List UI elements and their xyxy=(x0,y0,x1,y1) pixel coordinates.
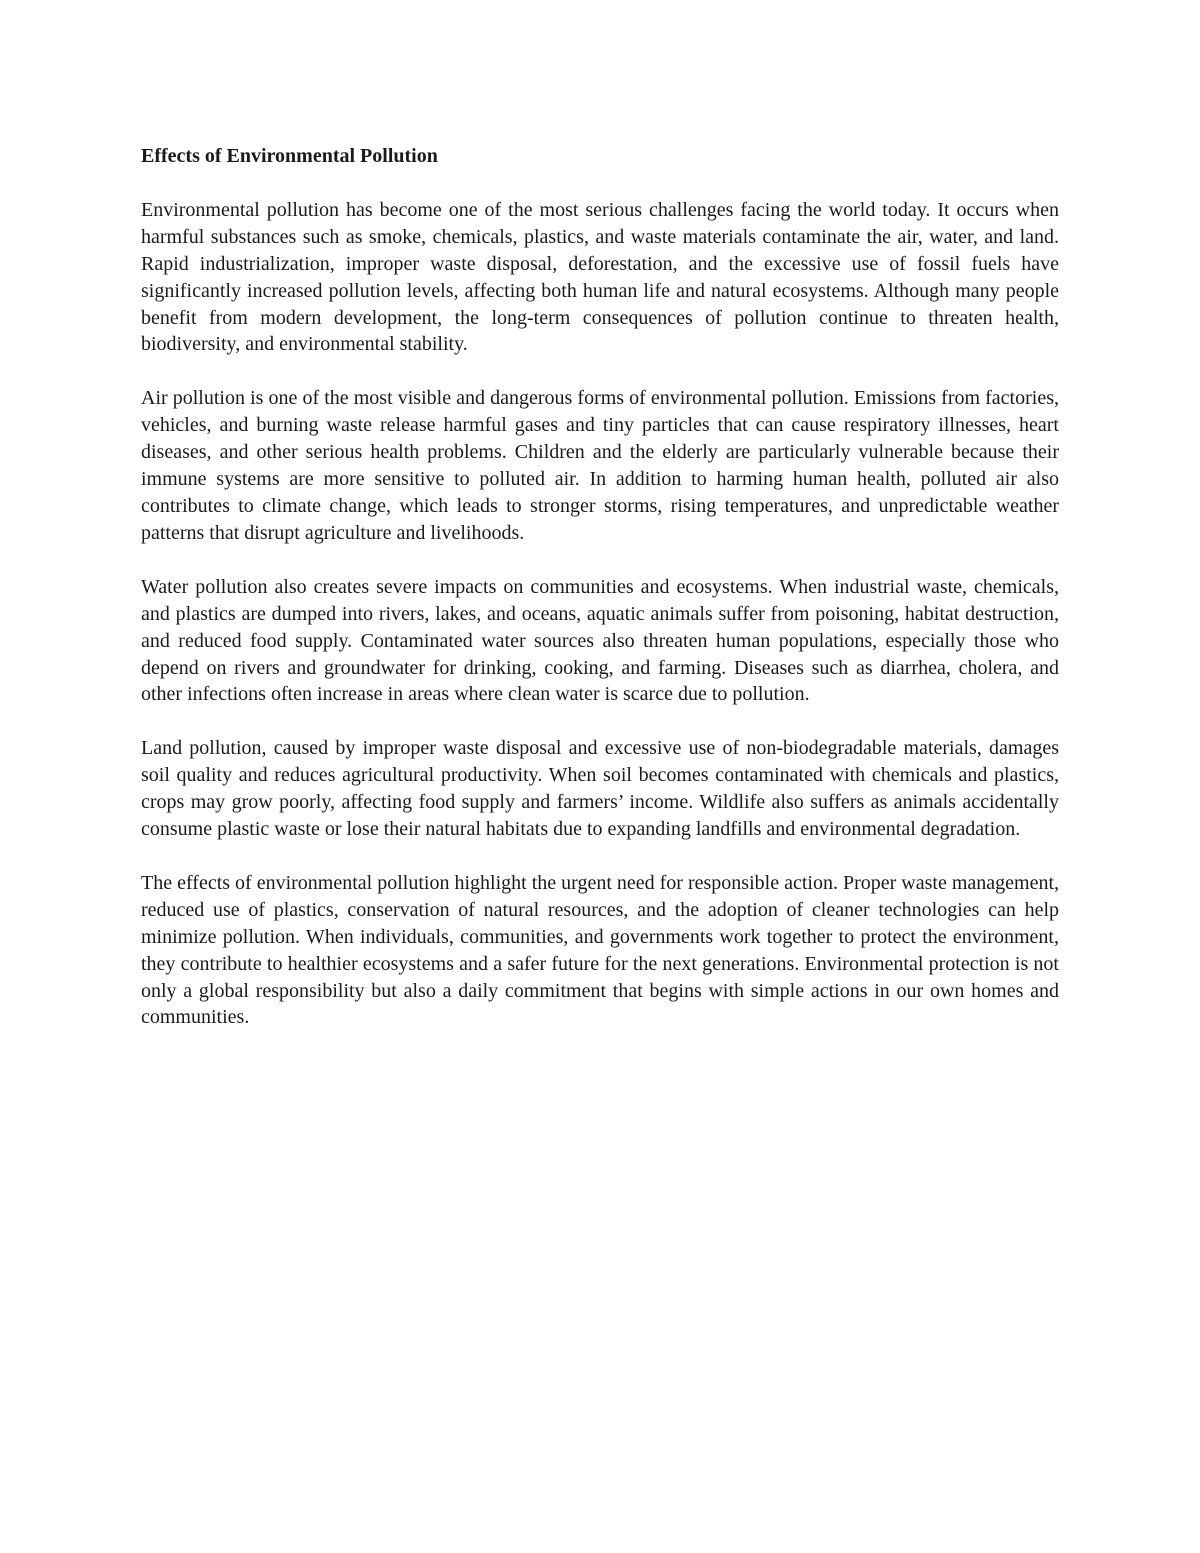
paragraph-conclusion: The effects of environmental pollution highlight the urgent need for responsible action. Proper waste management, reduced use of plastics, conservation of natural resources, and the adoption of cleaner technologies can help minimize pollution. When individuals, communities, and governments work together to protect the environment, they contribute to healthier ecosystems and a safer future for the next generations. Environmental protection is not only a global responsibility but also a daily commitment that begins with simple actions in our own homes and communities. xyxy=(141,871,1059,1029)
document-body xyxy=(141,143,1059,1058)
paragraph-intro: Environmental pollution has become one of the most serious challenges facing the world today. It occurs when harmful substances such as smoke, chemicals, plastics, and waste materials contaminate the air, water, and land. Rapid industrialization, improper waste disposal, deforestation, and the excessive use of fossil fuels have significantly increased pollution levels, affecting both human life and natural ecosystems. Although many people benefit from modern development, the long-term consequences of pollution continue to threaten health, biodiversity, and environmental stability. xyxy=(141,198,1059,356)
paragraph-land-pollution: Land pollution, caused by improper waste disposal and excessive use of non-biodegradable materials, damages soil quality and reduces agricultural productivity. When soil becomes contaminated with chemicals and plastics, crops may grow poorly, affecting food supply and farmers’ income. Wildlife also suffers as animals accidentally consume plastic waste or lose their natural habitats due to expanding landfills and environmental degradation. xyxy=(141,737,1059,841)
document-title: Effects of Environmental Pollution xyxy=(141,145,438,167)
paragraph-air-pollution: Air pollution is one of the most visible and dangerous forms of environmental pollution. Emissions from factories, vehicles, and burning waste release harmful gases and tiny particles that can cause respiratory illnesses, heart diseases, and other serious health problems. Children and the elderly are particularly vulnerable because their immune systems are more sensitive to polluted air. In addition to harming human health, polluted air also contributes to climate change, which leads to stronger storms, rising temperatures, and unpredictable weather patterns that disrupt agriculture and livelihoods. xyxy=(141,387,1059,544)
paragraph-water-pollution: Water pollution also creates severe impacts on communities and ecosystems. When industrial waste, chemicals, and plastics are dumped into rivers, lakes, and oceans, aquatic animals suffer from poisoning, habitat destruction, and reduced food supply. Contaminated water sources also threaten human populations, especially those who depend on rivers and groundwater for drinking, cooking, and farming. Diseases such as diarrhea, cholera, and other infections often increase in areas where clean water is scarce due to pollution. xyxy=(141,575,1059,706)
